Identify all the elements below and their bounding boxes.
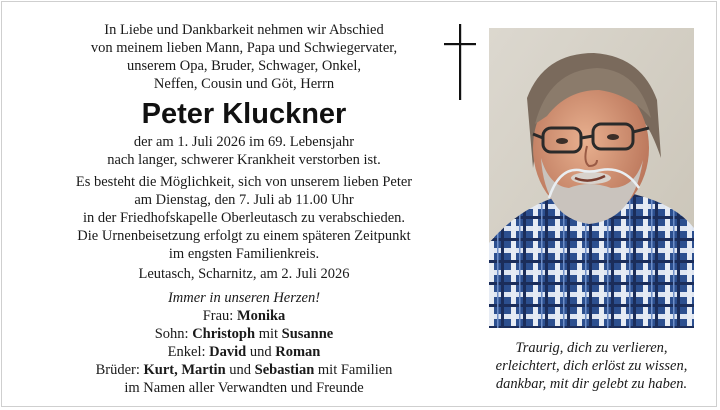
quote-line-2: erleichtert, dich erlöst zu wissen,	[495, 358, 688, 374]
family-grandchildren	[2, 344, 486, 361]
service-line-5: im engsten Familienkreis.	[168, 246, 320, 262]
son-name: Christoph	[192, 326, 256, 342]
wife-label: Frau:	[202, 308, 234, 324]
family-wife	[2, 308, 486, 325]
wife-name: Monika	[236, 308, 286, 324]
brothers-label: Brüder:	[95, 362, 140, 378]
grandchildren-label: Enkel:	[167, 344, 206, 360]
son-with: mit	[258, 326, 279, 342]
grandchild-2-name: Roman	[275, 344, 321, 360]
brothers-with-families: mit Familien	[317, 362, 393, 378]
service-line-4: Die Urnenbeisetzung erfolgt zu einem späteren Zeitpunkt	[77, 228, 411, 244]
place-date: Leutasch, Scharnitz, am 2. Juli 2026	[138, 266, 350, 282]
son-label: Sohn:	[154, 326, 189, 342]
brothers-and: und	[229, 362, 252, 378]
son-partner-name: Susanne	[281, 326, 334, 342]
death-line-2: nach langer, schwerer Krankheit verstorben ist.	[107, 152, 381, 168]
service-line-1: Es besteht die Möglichkeit, sich von unserem lieben Peter	[75, 174, 413, 190]
intro-line-3: unserem Opa, Bruder, Schwager, Onkel,	[127, 58, 361, 74]
intro-line-2: von meinem lieben Mann, Papa und Schwiegervater,	[90, 40, 398, 56]
service-line-2: am Dienstag, den 7. Juli ab 11.00 Uhr	[134, 192, 354, 208]
service-line-3: in der Friedhofskapelle Oberleutasch zu verabschieden.	[82, 210, 406, 226]
deceased-name: Peter Kluckner	[141, 98, 347, 130]
quote-line-3: dankbar, mit dir gelebt zu haben.	[495, 376, 688, 392]
portrait-photo	[489, 28, 694, 328]
cross-icon	[444, 24, 476, 100]
quote-line-1: Traurig, dich zu verlieren,	[515, 340, 668, 356]
intro-line-4: Neffen, Cousin und Göt, Herrn	[153, 76, 335, 92]
grandchild-1-name: David	[209, 344, 247, 360]
family-brothers	[2, 362, 486, 379]
family-son	[2, 326, 486, 343]
brother-last-name: Sebastian	[254, 362, 315, 378]
death-line-1: der am 1. Juli 2026 im 69. Lebensjahr	[133, 134, 355, 150]
grandchildren-and: und	[249, 344, 272, 360]
family-closing: im Namen aller Verwandten und Freunde	[124, 380, 364, 396]
motto: Immer in unseren Herzen!	[167, 290, 321, 306]
obituary-card	[1, 1, 717, 407]
brothers-names: Kurt, Martin	[143, 362, 226, 378]
intro-line-1: In Liebe und Dankbarkeit nehmen wir Abschied	[104, 22, 384, 38]
